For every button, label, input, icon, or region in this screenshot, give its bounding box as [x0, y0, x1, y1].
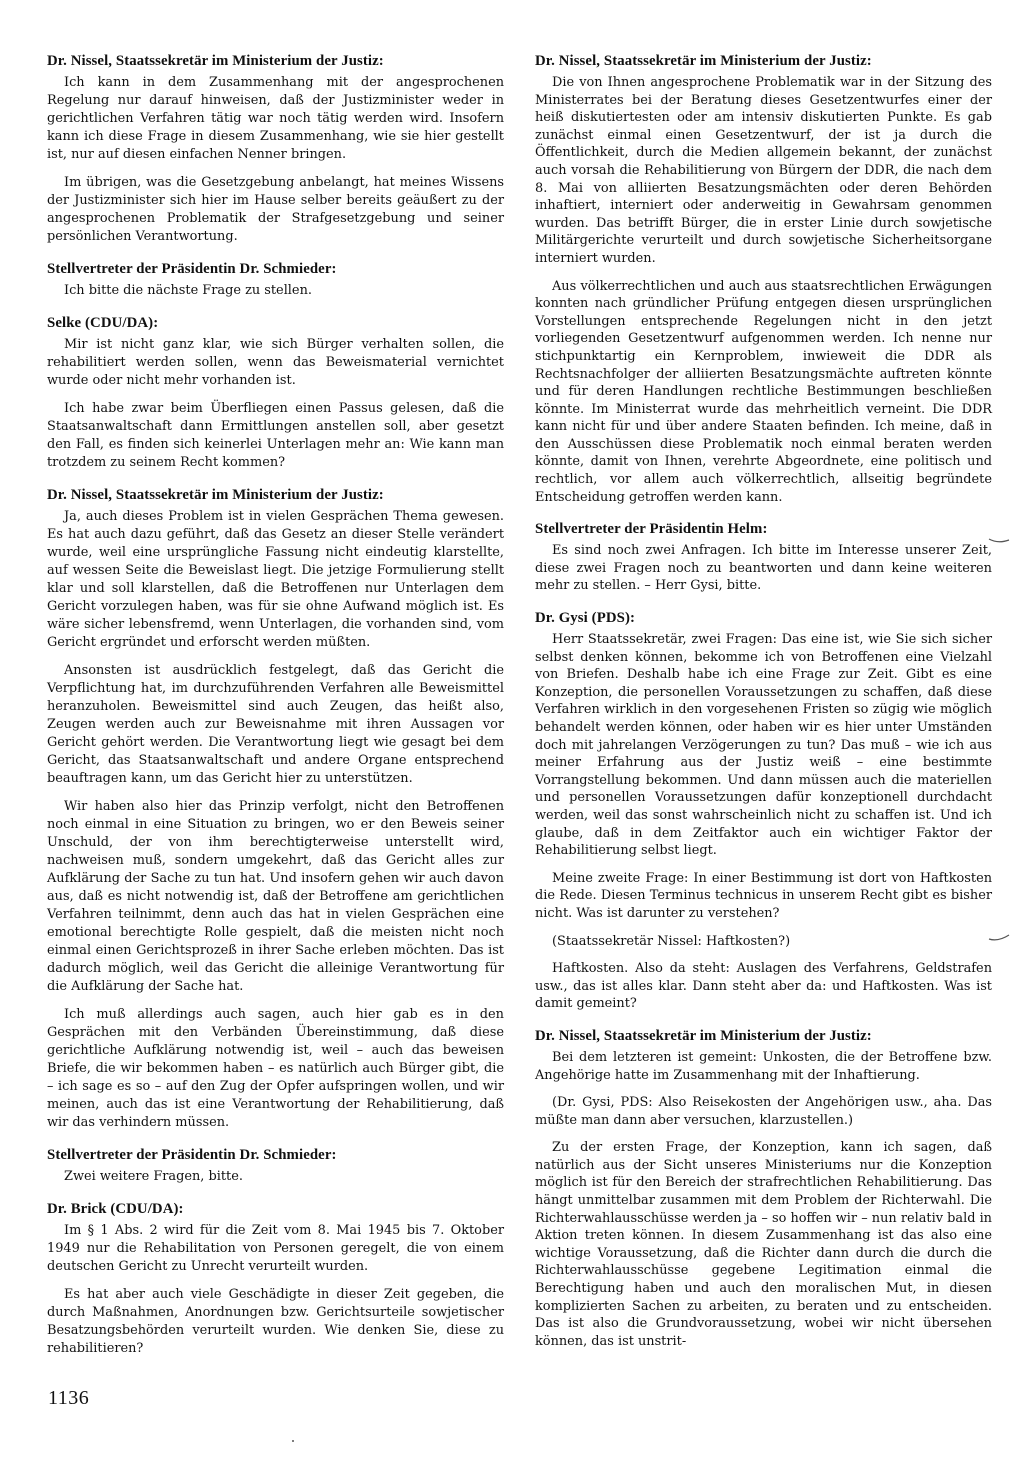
- speech-paragraph: Wir haben also hier das Prinzip verfolgt, nicht den Betroffenen noch einmal in eine Situation zu bringen, wo er den Beweis seiner Unschuld, der von ihm berechtigterweise unterstellt wird, nachweisen muß, sondern umgekehrt, daß das Gericht alles zur Aufklärung der Sache zu tun hat. Und insofern gehen wir auch davon aus, daß es nicht notwendig ist, daß der Betroffene am gerichtlichen Verfahren teilnimmt, denn auch das hat in vielen Gesprächen eine emotional berechtigte Rolle gespielt, daß die meisten nicht noch einmal einen Gerichtsprozeß in ihrer Sache erleben möchten. Das ist dadurch möglich, weil das Gericht die alleinige Verantwortung für die Aufklärung der Sache hat.: [47, 799, 504, 994]
- speech-paragraph: Im übrigen, was die Gesetzgebung anbelangt, hat meines Wissens der Justizminister sich hier im Hause selber bereits geäußert zu der angesprochenen Problematik der Strafgesetzgebung und seiner persönlichen Verantwortung.: [47, 175, 504, 244]
- speaker-heading: Stellvertreter der Präsidentin Dr. Schmieder:: [47, 1147, 337, 1163]
- speech-paragraph: Ich muß allerdings auch sagen, auch hier gab es in den Gesprächen mit den Verbänden Übereinstimmung, daß diese gerichtliche Aufklärung notwendig ist, weil – auch das beweisen Briefe, die wir bekommen haben – es natürlich auch Bürger gibt, die – ich sage es so – auf den Zug der Opfer aufspringen wollen, und wir meinen, auch das ist eine Verantwortung der Rehabilitierung, daß wir das verhindern müssen.: [47, 1007, 504, 1130]
- speech-block: [34, 52, 504, 246]
- speech-block: [34, 314, 504, 472]
- speech-paragraph: Die von Ihnen angesprochene Problematik war in der Sitzung des Ministerrates bei der Beratung dieses Gesetzentwurfes einer der heiß diskutiertesten oder am intensiv diskutierten Punkte. Es gab zunächst einmal einen Gesetzentwurf, der ist ja durch die Öffentlichkeit, durch die Medien allgemein bekannt, der zunächst auch vorsah die Rehabilitierung von Bürgern der DDR, die nach dem 8. Mai von alliierten Besatzungsmächten oder deren Behörden inhaftiert, interniert oder anderweitig in Gewahrsam genommen wurden. Das betrifft Bürger, die in erster Linie durch sowjetische Militärgerichte verurteilt und durch sowjetische Sicherheitsorgane interniert wurden.: [535, 75, 992, 266]
- interjection: (Dr. Gysi, PDS: Also Reisekosten der Angehörigen usw., aha. Das müßte man dann aber versuchen, klarzustellen.): [535, 1095, 992, 1128]
- speech-block: [522, 52, 992, 506]
- margin-mark: [988, 537, 1010, 545]
- speaker-heading: Stellvertreter der Präsidentin Dr. Schmieder:: [47, 261, 337, 277]
- speech-paragraph: Ich kann in dem Zusammenhang mit der angesprochenen Regelung nur darauf hinweisen, daß der Justizminister weder in gerichtlichen Verfahren tätig war noch tätig werden wird. Insofern kann ich diese Frage in diesem Zusammenhang, wie sie hier gestellt ist, nur auf diesen einfachen Nenner bringen.: [47, 75, 504, 162]
- margin-mark: [988, 934, 1010, 942]
- speech-paragraph: Mir ist nicht ganz klar, wie sich Bürger verhalten sollen, die rehabilitiert werden sollen, wenn das Beweismaterial vernichtet wurde oder nicht mehr vorhanden ist.: [47, 337, 504, 388]
- speech-paragraph: Im § 1 Abs. 2 wird für die Zeit vom 8. Mai 1945 bis 7. Oktober 1949 nur die Rehabilitation von Personen geregelt, die von einem deutschen Gericht zu Unrecht verurteilt wurden.: [47, 1223, 504, 1274]
- speaker-heading: Selke (CDU/DA):: [47, 315, 159, 331]
- speech-block: [34, 1200, 504, 1358]
- speech-block: [522, 609, 992, 1013]
- speech-block: [522, 520, 992, 595]
- speech-paragraph: Bei dem letzteren ist gemeint: Unkosten, die der Betroffene bzw. Angehörige hatte im Zusammenhang mit der Inhaftierung.: [535, 1049, 992, 1083]
- speaker-heading: Dr. Nissel, Staatssekretär im Ministerium der Justiz:: [47, 487, 384, 503]
- speech-paragraph: Ja, auch dieses Problem ist in vielen Gesprächen Thema gewesen. Es hat auch dazu geführt, daß das Gesetz an dieser Stelle verändert wurde, weil eine ursprüngliche Fassung nicht eindeutig klarstellte, auf wessen Seite die Beweislast liegt. Die jetzige Formulierung stellt klar und soll klarstellen, daß die Betroffenen nur Unterlagen dem Gericht vorzulegen haben, was für sie ohne Aufwand möglich ist. Es wäre sicher lebensfremd, wenn Unterlagen, die vorhanden sind, vom Gericht ergründet und erforscht werden müßten.: [47, 509, 504, 650]
- interjection: (Staatssekretär Nissel: Haftkosten?): [552, 933, 791, 949]
- speaker-heading: Dr. Gysi (PDS):: [535, 610, 636, 627]
- left-column: [34, 52, 504, 1372]
- speech-paragraph: Zu der ersten Frage, der Konzeption, kann ich sagen, daß natürlich aus der Sicht unseres Ministeriums nur die Konzeption möglich ist für den Bereich der strafrechtlichen Rehabilitierung. Das hängt unmittelbar zusammen mit dem Problem der Richterwahl. Die Richterwahlausschüsse werden ja – so hoffen wir – nun relativ bald in Aktion treten können. In diesem Zusammenhang ist das also eine wichtige Voraussetzung, daß die Richter dann durch die durch die Richterwahlausschüsse gegebene Legitimation einmal die Berechtigung haben und auch den moralischen Mut, in diesen komplizierten Sachen zu arbeiten, zu beraten und zu entscheiden. Das ist also die Grundvoraussetzung, wobei wir nicht übersehen können, das ist unstrit-: [535, 1140, 992, 1349]
- speaker-heading: Dr. Brick (CDU/DA):: [47, 1201, 184, 1217]
- speech-block: [34, 486, 504, 1132]
- stray-dot: [292, 1440, 294, 1442]
- speech-paragraph: Ansonsten ist ausdrücklich festgelegt, daß das Gericht die Verpflichtung hat, im durchzuführenden Verfahren alle Beweismittel heranzuholen. Beweismittel sind auch Zeugen, das heißt also, Zeugen werden auch zur Beweisnahme mit ihren Aussagen vor Gericht gehört werden. Die Verantwortung liegt wie gesagt bei dem Gericht, das Staatsanwaltschaft und andere Organe entsprechend beauftragen kann, um das Gericht hier zu unterstützen.: [47, 663, 504, 786]
- speech-paragraph: Herr Staatssekretär, zwei Fragen: Das eine ist, wie Sie sich sicher selbst denken können, bekomme ich von Betroffenen eine Vielzahl von Briefen. Deshalb habe ich eine Frage zur Zeit. Gibt es eine Konzeption, die personellen Voraussetzungen zu schaffen, daß diese Verfahren wirklich in den vorgesehenen Fristen so zügig wie möglich behandelt werden können, oder haben wir es hier unter Umständen doch mit jahrelangen Verzögerungen zu tun? Das muß – wie ich aus meiner Erfahrung aus der Justiz weiß – eine bestimmte Vorrangstellung bekommen. Und dann müssen auch die materiellen und personellen Voraussetzungen dafür konzeptionell durchdacht werden, weil das sonst wahrscheinlich nicht zu schaffen ist. Und ich glaube, daß in dem Zeitfaktor auch ein wichtiger Faktor der Rehabilitierung selbst liegt.: [535, 632, 992, 859]
- speech-block: [522, 1027, 992, 1351]
- speech-block: [34, 1146, 504, 1186]
- page-number: 1136: [48, 1387, 90, 1409]
- speech-paragraph: Ich bitte die nächste Frage zu stellen.: [64, 283, 312, 298]
- speaker-heading: Stellvertreter der Präsidentin Helm:: [535, 521, 768, 538]
- speech-paragraph: Es hat aber auch viele Geschädigte in dieser Zeit gegeben, die durch Maßnahmen, Anordnungen bzw. Gerichtsurteile sowjetischer Besatzungsbehörden verurteilt wurden. Wie denken Sie, diese zu rehabilitieren?: [47, 1287, 504, 1356]
- speech-paragraph: Meine zweite Frage: In einer Bestimmung ist dort von Haftkosten die Rede. Diesen Terminus technicus in unserem Recht gibt es bisher nicht. Was ist darunter zu verstehen?: [535, 870, 992, 921]
- speech-paragraph: Aus völkerrechtlichen und auch aus staatsrechtlichen Erwägungen konnten nach gründlicher Prüfung entgegen diesen ursprünglichen Vorstellungen entsprechende Regelungen nicht in den jetzt vorliegenden Gesetzentwurf aufgenommen werden. Ich nenne nur stichpunktartig ein Kernproblem, inwieweit die DDR als Rechtsnachfolger der alliierten Besatzungsmächte auftreten könnte und für deren Handlungen rechtliche Bestimmungen beschließen könnte. Im Ministerrat wurde das mehrheitlich verneint. Die DDR kann nicht für und über andere Staaten befinden. Ich meine, daß in den Ausschüssen diese Problematik noch einmal beraten werden könnte, damit von Ihnen, verehrte Abgeordnete, eine politisch und rechtlich, vor allem auch völkerrechtlich, allseitig begründete Entscheidung getroffen werden kann.: [535, 278, 992, 505]
- speech-block: [34, 260, 504, 300]
- speech-paragraph: Haftkosten. Also da steht: Auslagen des Verfahrens, Geldstrafen usw., das ist alles klar. Dann steht aber da: und Haftkosten. Was ist damit gemeint?: [535, 961, 992, 1012]
- speech-paragraph: Es sind noch zwei Anfragen. Ich bitte im Interesse unserer Zeit, diese zwei Fragen noch zu beantworten und dann keine weiteren mehr zu stellen. – Herr Gysi, bitte.: [535, 543, 992, 594]
- speaker-heading: Dr. Nissel, Staatssekretär im Ministerium der Justiz:: [47, 53, 384, 69]
- speaker-heading: Dr. Nissel, Staatssekretär im Ministerium der Justiz:: [535, 53, 872, 69]
- right-column: [522, 52, 992, 1364]
- speaker-heading: Dr. Nissel, Staatssekretär im Ministerium der Justiz:: [535, 1027, 872, 1044]
- speech-paragraph: Ich habe zwar beim Überfliegen einen Passus gelesen, daß die Staatsanwaltschaft dann Ermittlungen anstellen soll, aber gesetzt den Fall, es finden sich keinerlei Unterlagen mehr an: Wie kann man trotzdem zu seinem Recht kommen?: [47, 401, 504, 470]
- speech-paragraph: Zwei weitere Fragen, bitte.: [64, 1169, 243, 1184]
